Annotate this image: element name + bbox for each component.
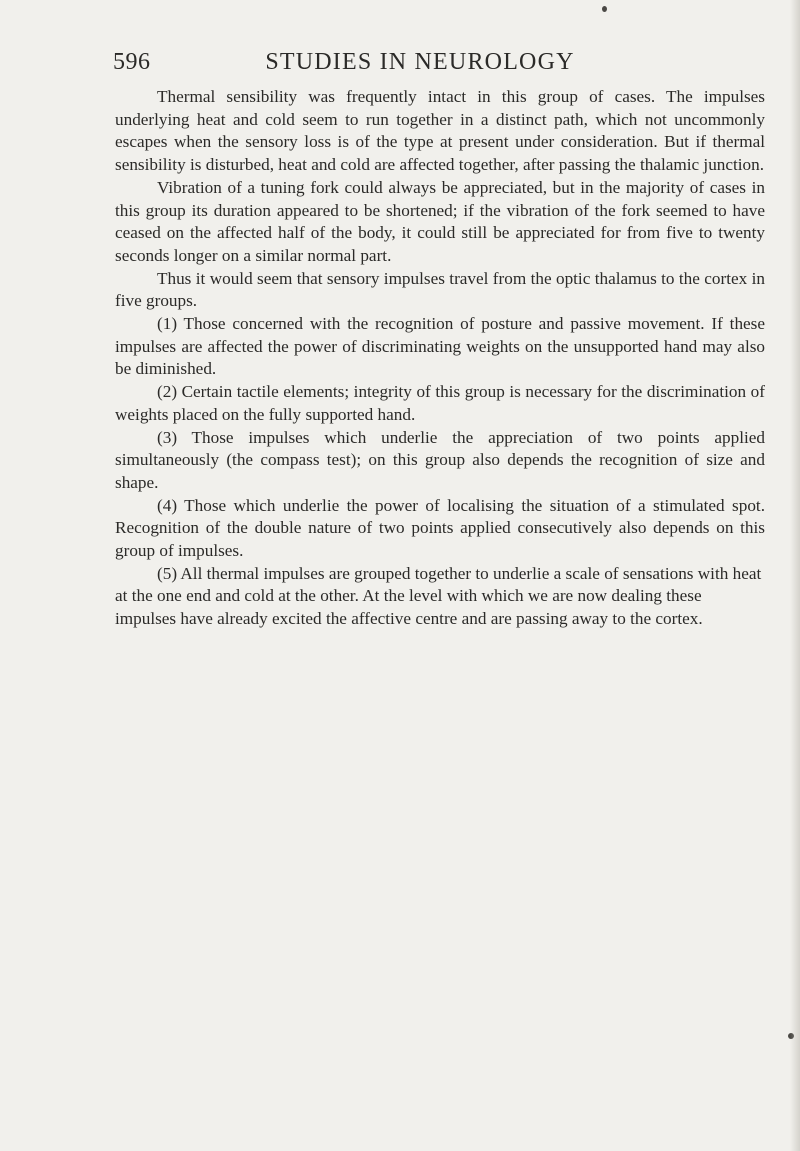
paragraph-group-3: (3) Those impulses which underlie the appreciation of two points applied simultaneously (the compass test); on this group also depends the recognition of size and shape. (115, 427, 765, 492)
page-number: 596 (113, 49, 151, 75)
running-head (113, 45, 727, 79)
paragraph-group-1: (1) Those concerned with the recognition of posture and passive movement. If these impulses are affected the power of discriminating weights on the unsupported hand may also be diminished. (115, 314, 765, 379)
paragraph-group-5: (5) All thermal impulses are grouped together to underlie a scale of sensations with heat at the one end and cold at the other. At the level with which we are now dealing these impulses have already excited the affective centre and are passing away to the cortex. (115, 563, 762, 629)
paragraph-five-groups: Thus it would seem that sensory impulses travel from the optic thalamus to the cortex in five groups. (115, 268, 765, 311)
body-text (115, 86, 765, 631)
running-title: STUDIES IN NEUROLOGY (265, 49, 575, 75)
page-edge-shadow (790, 0, 800, 1151)
paragraph-vibration: Vibration of a tuning fork could always be appreciated, but in the majority of cases in this group its duration appeared to be shortened; if the vibration of the fork seemed to have ceased on the affected half of the body, it could still be appreciated for from five to twenty seconds longer on a similar normal part. (115, 177, 765, 265)
paragraph-thermal-sensibility: Thermal sensibility was frequently intact in this group of cases. The impulses underlying heat and cold seem to run together in a distinct path, which not uncommonly escapes when the sensory loss is of the type at present under consideration. But if thermal sensibility is disturbed, heat and cold are affected together, after passing the thalamic junction. (115, 87, 765, 175)
paragraph-group-4: (4) Those which underlie the power of localising the situation of a stimulated spot. Recognition of the double nature of two points applied consecutively also depends on this group of impulses. (115, 495, 765, 561)
paragraph-group-2: (2) Certain tactile elements; integrity of this group is necessary for the discrimination of weights placed on the fully supported hand. (115, 382, 765, 424)
paper-speck (602, 6, 607, 12)
